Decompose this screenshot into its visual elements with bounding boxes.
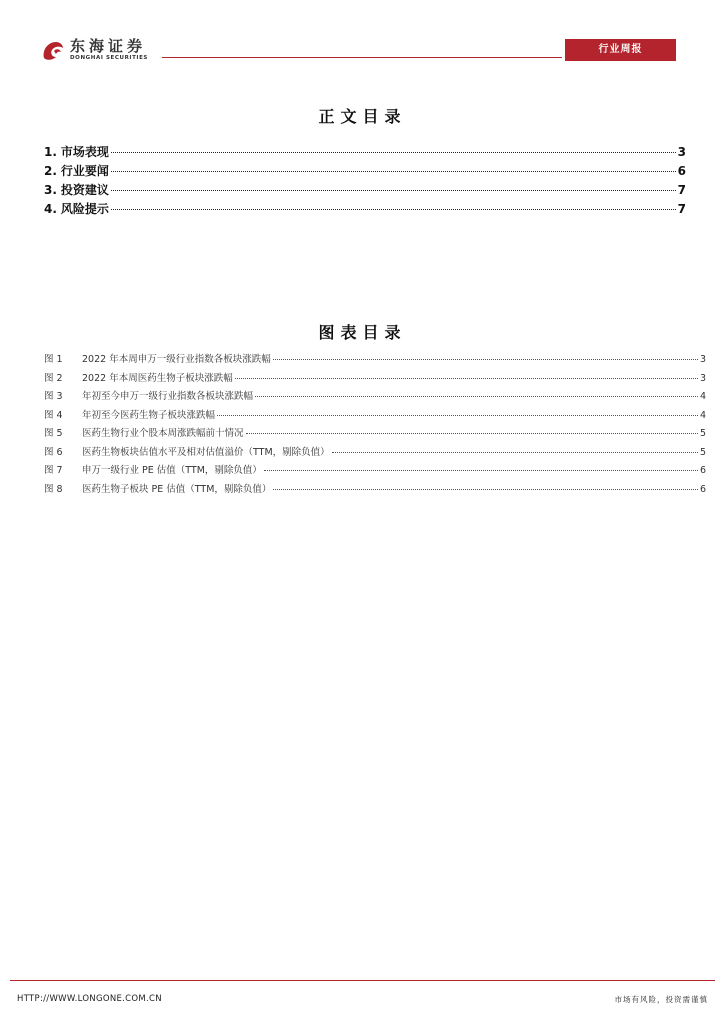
footer-url-link[interactable]: HTTP://WWW.LONGONE.COM.CN — [17, 994, 162, 1004]
logo-cn-text: 东海证券 — [70, 37, 147, 55]
toc-item-label: 行业要闻 — [60, 164, 109, 178]
figure-list-item[interactable] — [44, 481, 706, 500]
figure-leader-dots — [217, 415, 698, 416]
dragon-logo-icon — [40, 38, 66, 64]
figure-list-item[interactable] — [44, 351, 706, 370]
figure-number: 图 4 — [44, 409, 63, 421]
figure-leader-dots — [255, 396, 698, 397]
toc-item-label: 风险提示 — [60, 202, 109, 216]
toc-item[interactable] — [44, 162, 686, 181]
figure-list — [44, 351, 706, 499]
toc-leader-dots — [111, 190, 676, 191]
figure-page: 5 — [699, 446, 706, 458]
toc-item[interactable] — [44, 143, 686, 162]
toc-item[interactable] — [44, 200, 686, 219]
figure-number: 图 5 — [44, 428, 63, 439]
figure-page: 6 — [699, 483, 706, 495]
report-type-badge: 行业周报 — [565, 39, 676, 61]
footer-risk-note: 市场有风险，投资需谨慎 — [614, 995, 708, 1004]
figure-leader-dots — [235, 378, 698, 379]
figure-number: 图 2 — [44, 372, 63, 384]
footer-divider — [10, 980, 715, 981]
figure-page: 4 — [699, 409, 706, 421]
figure-label: 申万一级行业 PE 估值（TTM，剔除负值） — [82, 465, 262, 476]
company-logo — [40, 38, 170, 64]
figure-label: 医药生物板块估值水平及相对估值溢价（TTM，剔除负值） — [82, 446, 330, 458]
toc-leader-dots — [111, 152, 676, 153]
toc-title: 正文目录 — [318, 107, 407, 126]
figure-list-item[interactable] — [44, 370, 706, 389]
figure-leader-dots — [273, 489, 698, 490]
figure-label: 2022 年本周医药生物子板块涨跌幅 — [82, 372, 233, 384]
figure-label: 年初至今申万一级行业指数各板块涨跌幅 — [82, 391, 254, 402]
figure-list-item[interactable] — [44, 462, 706, 481]
figure-list-item[interactable] — [44, 407, 706, 426]
figure-number: 图 7 — [44, 465, 63, 476]
figure-leader-dots — [332, 452, 698, 453]
figure-page: 6 — [699, 465, 706, 476]
figure-list-item[interactable] — [44, 425, 706, 444]
toc-item-number: 3. — [44, 183, 57, 197]
figure-page: 3 — [699, 372, 706, 384]
logo-en-text: DONGHAI SECURITIES — [70, 55, 148, 61]
toc-item-label: 投资建议 — [60, 183, 109, 197]
figure-label: 2022 年本周申万一级行业指数各板块涨跌幅 — [82, 354, 271, 365]
figure-page: 5 — [699, 428, 706, 439]
figure-label: 年初至今医药生物子板块涨跌幅 — [82, 409, 216, 421]
toc-item-page: 6 — [677, 164, 686, 178]
toc-leader-dots — [111, 171, 676, 172]
toc-item-label: 市场表现 — [60, 145, 109, 159]
toc-item-page: 7 — [677, 183, 686, 197]
toc-item[interactable] — [44, 181, 686, 200]
figure-number: 图 6 — [44, 446, 63, 458]
toc-item-number: 4. — [44, 202, 57, 216]
figure-list-title: 图表目录 — [318, 323, 407, 342]
figure-list-item[interactable] — [44, 388, 706, 407]
figure-leader-dots — [264, 470, 698, 471]
toc-item-page: 3 — [677, 145, 686, 159]
figure-number: 图 3 — [44, 391, 63, 402]
figure-label: 医药生物行业个股本周涨跌幅前十情况 — [82, 428, 244, 439]
figure-number: 图 1 — [44, 354, 63, 365]
toc-item-number: 1. — [44, 145, 57, 159]
figure-list-item[interactable] — [44, 444, 706, 463]
header-divider — [162, 57, 562, 58]
toc-list — [44, 143, 686, 219]
toc-leader-dots — [111, 209, 676, 210]
figure-leader-dots — [273, 359, 698, 360]
figure-leader-dots — [246, 433, 698, 434]
figure-number: 图 8 — [44, 483, 63, 495]
toc-item-page: 7 — [677, 202, 686, 216]
page-header — [0, 0, 725, 70]
figure-page: 4 — [699, 391, 706, 402]
figure-page: 3 — [699, 354, 706, 365]
toc-item-number: 2. — [44, 164, 57, 178]
figure-label: 医药生物子板块 PE 估值（TTM，剔除负值） — [82, 483, 272, 495]
